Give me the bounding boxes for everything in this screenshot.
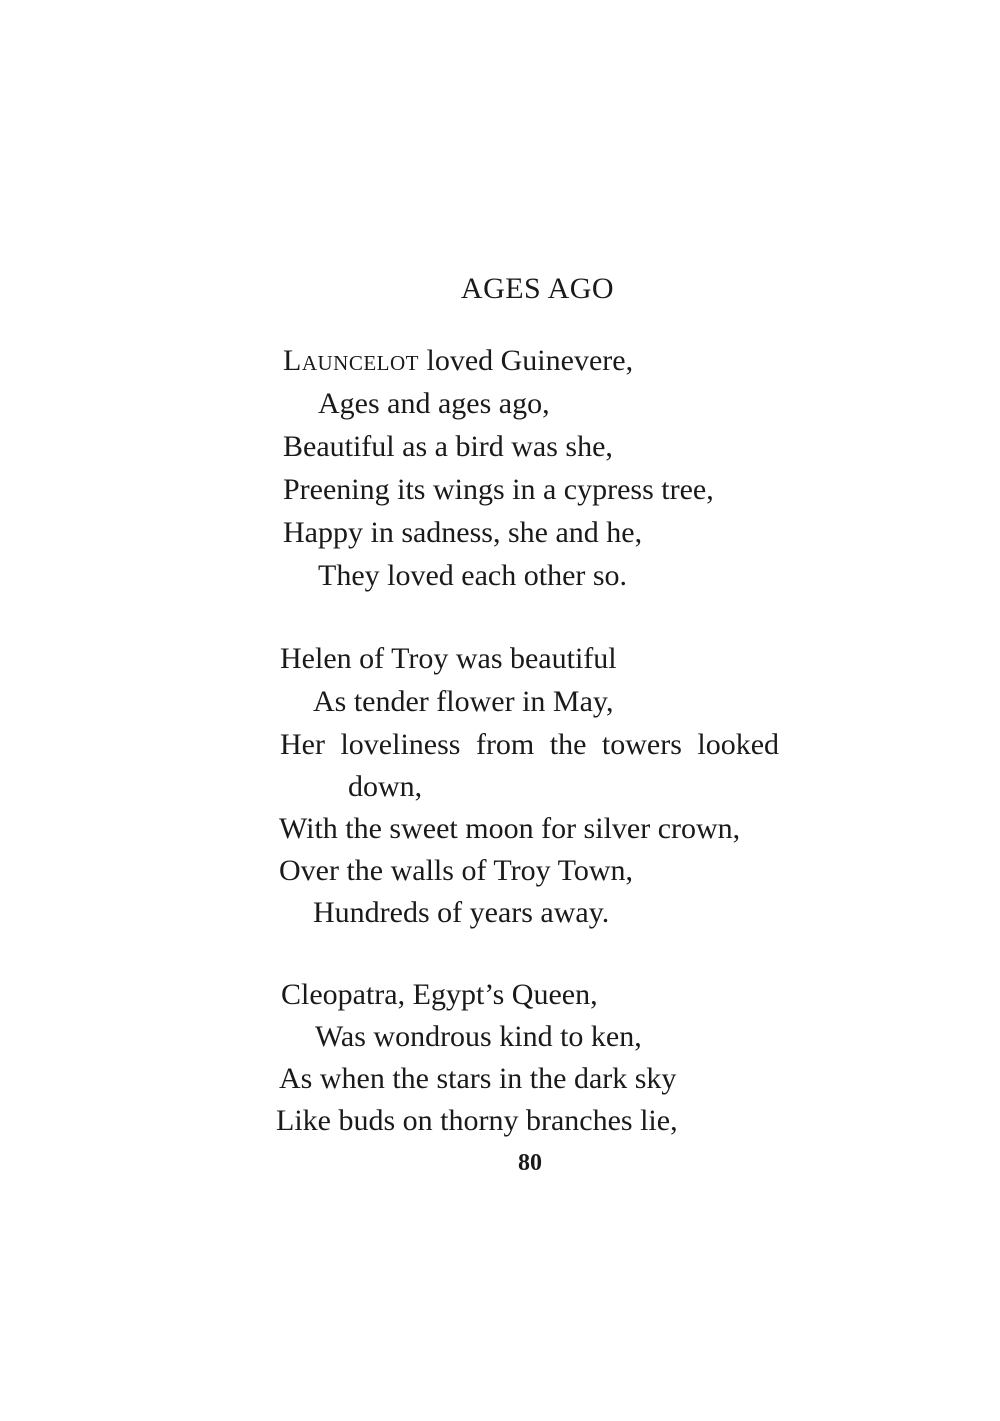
poem-line: They loved each other so. [318, 559, 628, 592]
poem-line: Her loveliness from the towers looked [280, 728, 780, 761]
poem-line: Over the walls of Troy Town, [279, 854, 634, 887]
poem-title: AGES AGO [460, 272, 615, 305]
page-number: 80 [518, 1150, 542, 1176]
poem-line: Like buds on thorny branches lie, [276, 1104, 678, 1137]
poem-line: With the sweet moon for silver crown, [279, 812, 741, 845]
poem-line: Preening its wings in a cypress tree, [283, 473, 714, 506]
poem-line: Happy in sadness, she and he, [283, 516, 643, 549]
poem-line: Was wondrous kind to ken, [315, 1020, 642, 1053]
poem-line: Ages and ages ago, [318, 387, 550, 420]
poem-line: As when the stars in the dark sky [279, 1062, 677, 1095]
poem-line: Helen of Troy was beautiful [280, 642, 617, 675]
poem-line: Cleopatra, Egypt’s Queen, [281, 978, 598, 1011]
line-text: loved Guinevere, [418, 344, 634, 377]
poem-line [283, 340, 633, 382]
poem-line-continuation: down, [348, 770, 423, 803]
opening-word: Launcelot [283, 344, 419, 377]
poem-line: Beautiful as a bird was she, [283, 430, 613, 463]
poem-line: As tender flower in May, [313, 685, 614, 718]
poem-line: Hundreds of years away. [313, 896, 610, 929]
